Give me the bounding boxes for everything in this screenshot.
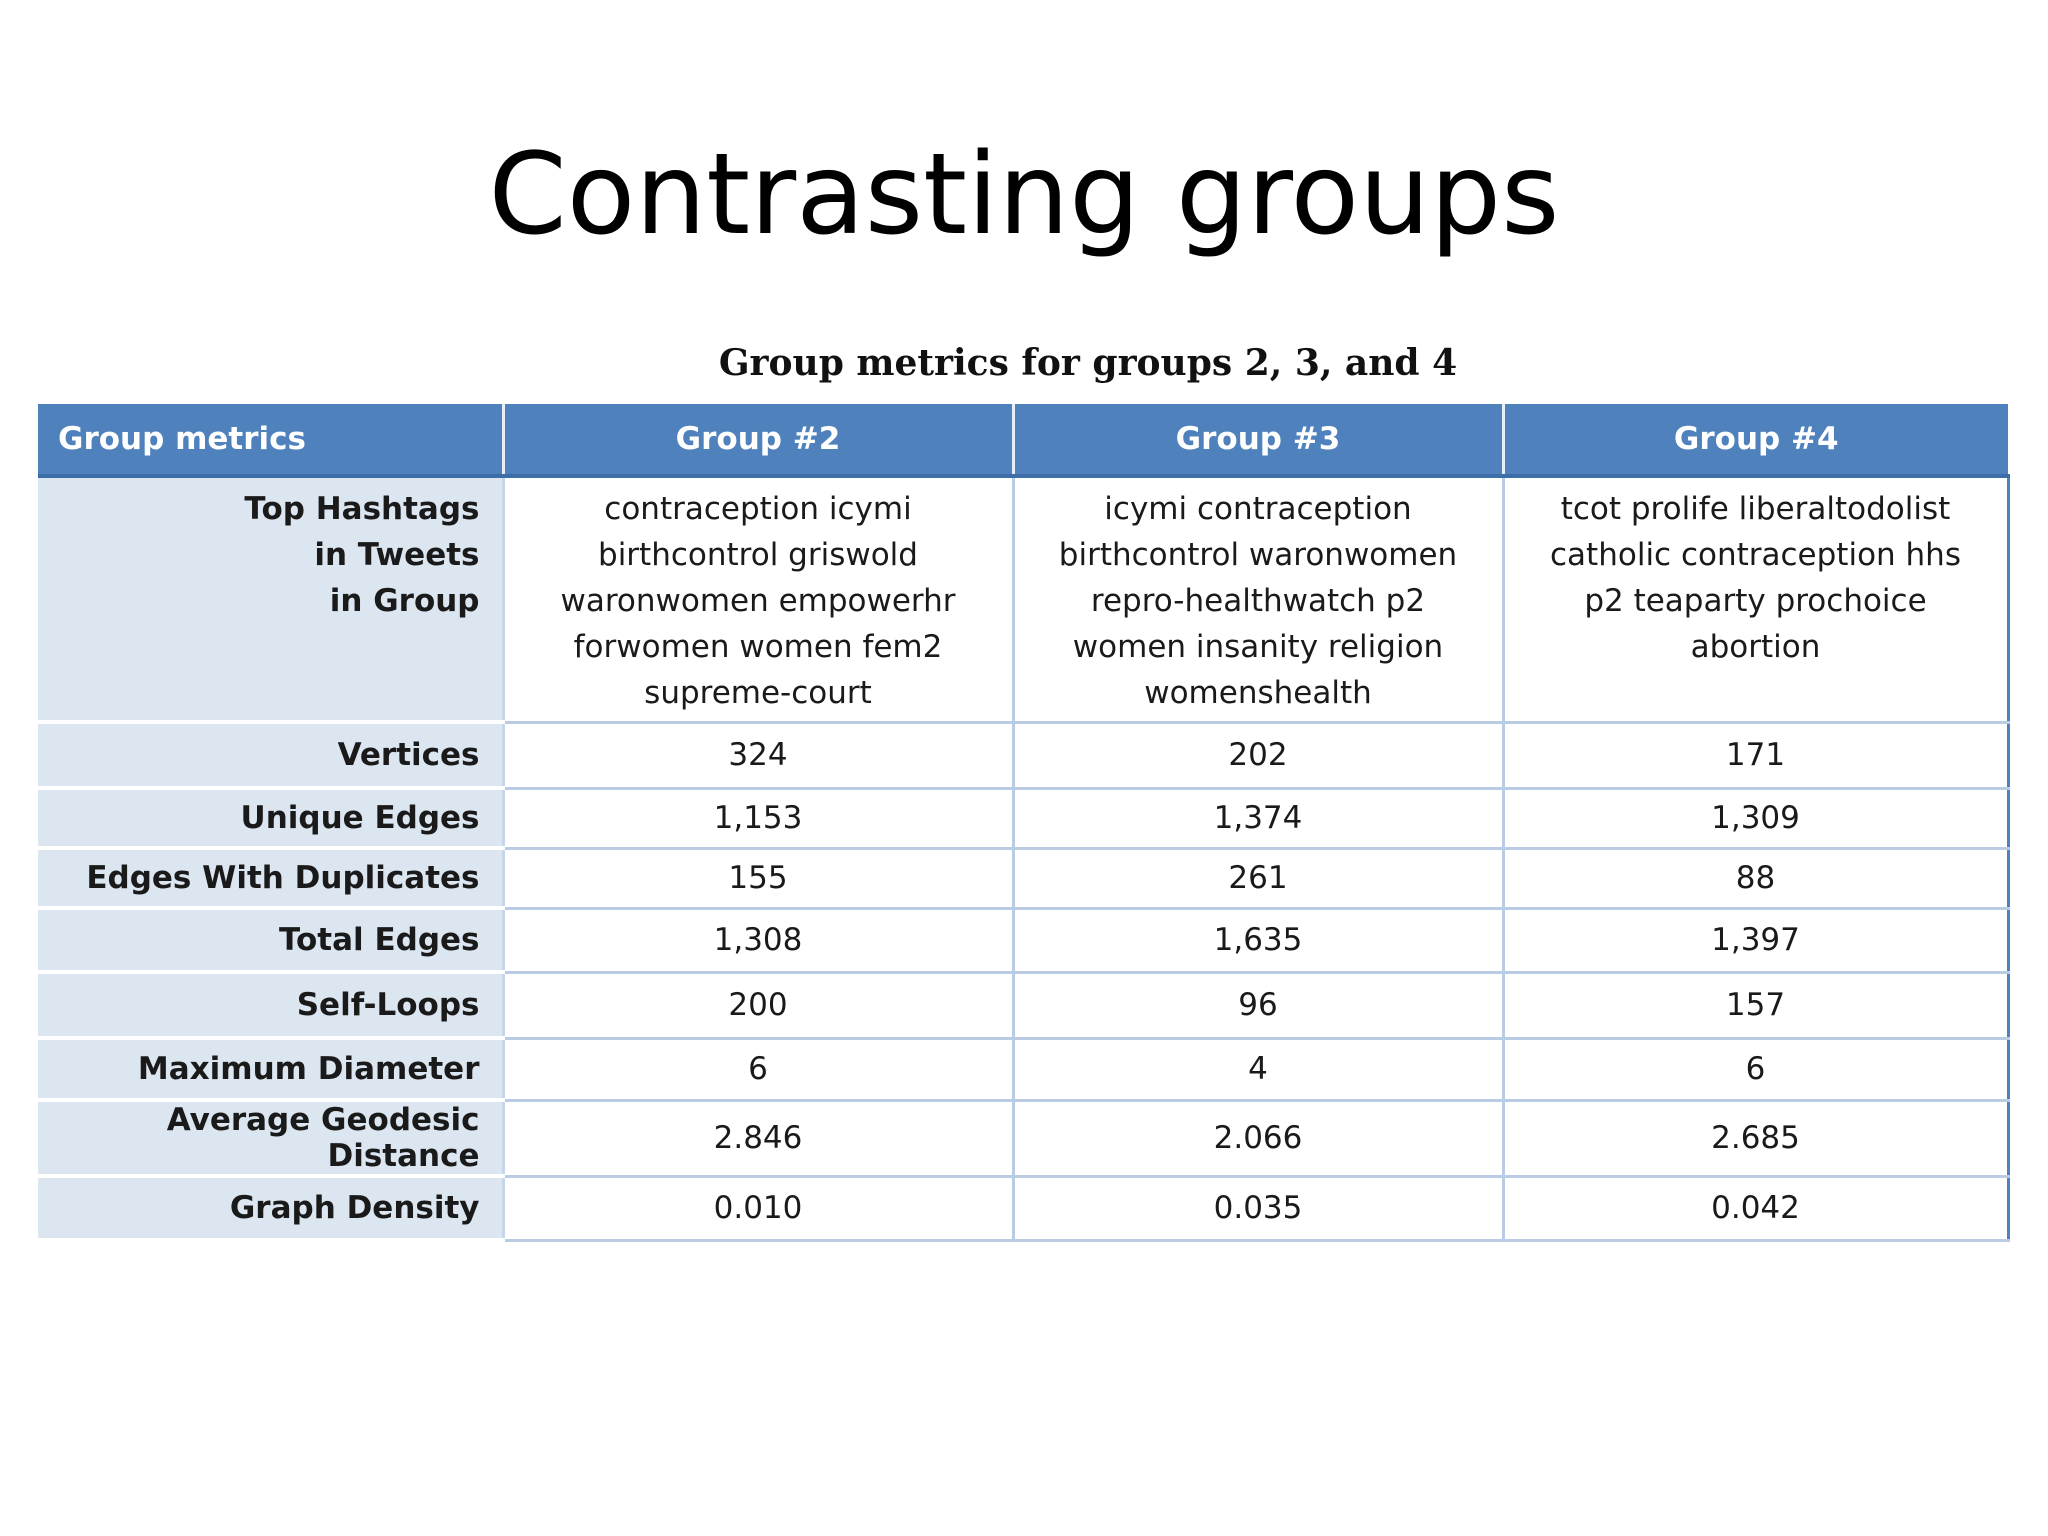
table-row-edges-with-duplicates <box>38 848 2008 908</box>
slide-title: Contrasting groups <box>488 130 1560 260</box>
table-row-maximum-diameter <box>38 1038 2008 1100</box>
cell-vertices-group-4: 171 <box>1503 722 2008 788</box>
header-group-4: Group #4 <box>1503 404 2008 476</box>
row-label-self-loops: Self-Loops <box>38 972 503 1038</box>
table-row-vertices <box>38 722 2008 788</box>
cell-self-loops-group-2: 200 <box>503 972 1013 1038</box>
cell-geodesic-group-4: 2.685 <box>1503 1100 2008 1176</box>
cell-vertices-group-2: 324 <box>503 722 1013 788</box>
row-label-top-hashtags <box>38 476 503 722</box>
table-caption: Group metrics for groups 2, 3, and 4 <box>718 342 1458 384</box>
row-label-graph-density: Graph Density <box>38 1176 503 1240</box>
cell-diameter-group-3: 4 <box>1013 1038 1503 1100</box>
cell-diameter-group-2: 6 <box>503 1038 1013 1100</box>
row-label-maximum-diameter: Maximum Diameter <box>38 1038 503 1100</box>
cell-total-edges-group-2: 1,308 <box>503 908 1013 972</box>
row-label-line: Top Hashtags <box>244 491 480 527</box>
cell-density-group-4: 0.042 <box>1503 1176 2008 1240</box>
table-row-total-edges <box>38 908 2008 972</box>
row-label-edges-with-duplicates: Edges With Duplicates <box>38 848 503 908</box>
hashtag-line: womenshealth <box>1144 675 1372 711</box>
hashtags-group-3 <box>1013 476 1503 722</box>
row-label-unique-edges: Unique Edges <box>38 788 503 848</box>
header-group-metrics: Group metrics <box>38 404 503 476</box>
hashtag-line: forwomen women fem2 <box>573 629 943 665</box>
table-header-row <box>38 404 2008 476</box>
row-label-line: in Group <box>329 583 480 619</box>
cell-density-group-2: 0.010 <box>503 1176 1013 1240</box>
cell-vertices-group-3: 202 <box>1013 722 1503 788</box>
cell-self-loops-group-4: 157 <box>1503 972 2008 1038</box>
table-row-average-geodesic-distance <box>38 1100 2008 1176</box>
hashtag-line: waronwomen empowerhr <box>560 583 956 619</box>
hashtag-line: tcot prolife liberaltodolist <box>1560 491 1951 527</box>
hashtag-line: birthcontrol griswold <box>598 537 918 573</box>
cell-duplicates-group-4: 88 <box>1503 848 2008 908</box>
cell-unique-edges-group-4: 1,309 <box>1503 788 2008 848</box>
hashtag-line: p2 teaparty prochoice <box>1584 583 1927 619</box>
hashtag-line: repro-healthwatch p2 <box>1090 583 1426 619</box>
cell-total-edges-group-3: 1,635 <box>1013 908 1503 972</box>
row-label-average-geodesic-distance: Average Geodesic Distance <box>38 1100 503 1176</box>
cell-unique-edges-group-2: 1,153 <box>503 788 1013 848</box>
hashtag-line: catholic contraception hhs <box>1550 537 1961 573</box>
hashtag-line: abortion <box>1690 629 1821 665</box>
cell-total-edges-group-4: 1,397 <box>1503 908 2008 972</box>
cell-duplicates-group-3: 261 <box>1013 848 1503 908</box>
hashtags-group-4 <box>1503 476 2008 722</box>
hashtag-line: icymi contraception <box>1104 491 1412 527</box>
hashtags-group-2 <box>503 476 1013 722</box>
table-row-top-hashtags <box>38 476 2008 722</box>
cell-geodesic-group-3: 2.066 <box>1013 1100 1503 1176</box>
hashtag-line: supreme-court <box>644 675 872 711</box>
cell-unique-edges-group-3: 1,374 <box>1013 788 1503 848</box>
cell-duplicates-group-2: 155 <box>503 848 1013 908</box>
hashtag-line: contraception icymi <box>604 491 912 527</box>
hashtag-line: women insanity religion <box>1072 629 1444 665</box>
cell-geodesic-group-2: 2.846 <box>503 1100 1013 1176</box>
hashtag-line: birthcontrol waronwomen <box>1058 537 1458 573</box>
table-row-self-loops <box>38 972 2008 1038</box>
cell-self-loops-group-3: 96 <box>1013 972 1503 1038</box>
row-label-vertices: Vertices <box>38 722 503 788</box>
row-label-total-edges: Total Edges <box>38 908 503 972</box>
group-metrics-table <box>38 404 2010 1242</box>
table-row-graph-density <box>38 1176 2008 1240</box>
row-label-line: in Tweets <box>314 537 480 573</box>
cell-density-group-3: 0.035 <box>1013 1176 1503 1240</box>
cell-diameter-group-4: 6 <box>1503 1038 2008 1100</box>
header-group-2: Group #2 <box>503 404 1013 476</box>
header-group-3: Group #3 <box>1013 404 1503 476</box>
table-row-unique-edges <box>38 788 2008 848</box>
